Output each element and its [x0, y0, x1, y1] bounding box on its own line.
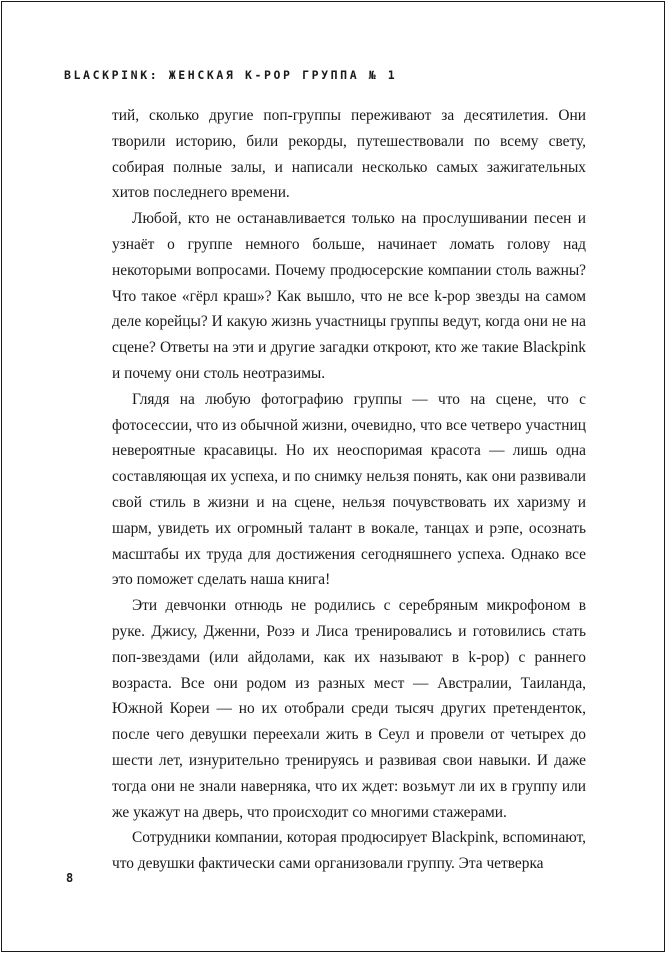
running-head: BLACKPINK: ЖЕНСКАЯ K-POP ГРУППА № 1: [64, 68, 398, 82]
paragraph: Эти девчонки отнюдь не родились с серебряным микрофоном в руке. Джису, Дженни, Розэ и Лиса тренировались и готовились стать поп-звездами (или айдолами, как их называют в k-pop) с раннего возраста. Все они родом из разных мест — Австралии, Таиланда, Южной Кореи — но их отобрали среди тысяч других претенденток, после чего девушки переехали жить в Сеул и провели от четырех до шести лет, изнурительно тренируясь и развивая свои навыки. И даже тогда они не знали наверняка, что их ждет: возьмут ли их в группу или же укажут на дверь, что происходит со многими стажерами.: [112, 597, 586, 821]
paragraph: тий, сколько другие поп-группы переживают за десятилетия. Они творили историю, били рекорды, путешествовали по всему свету, собирая полные залы, и написали несколько самых зажигательных хитов последнего времени.: [112, 107, 586, 202]
page-number: 8: [66, 871, 74, 885]
body-text: [112, 103, 586, 877]
paragraph: Сотрудники компании, которая продюсирует Blackpink, вспоминают, что девушки фактически сами организовали группу. Эта четверка: [112, 829, 586, 873]
paragraph: Любой, кто не останавливается только на прослушивании песен и узнаёт о группе немного больше, начинает ломать голову над некоторыми вопросами. Почему продюсерские компании столь важны? Что такое «гёрл краш»? Как вышло, что не все k-pop звезды на самом деле корейцы? И какую жизнь участницы группы ведут, когда они не на сцене? Ответы на эти и другие загадки откроют, кто же такие Blackpink и почему они столь неотразимы.: [112, 210, 586, 382]
paragraph: Глядя на любую фотографию группы — что на сцене, что с фотосессии, что из обычной жизни, очевидно, что все четверо участниц невероятные красавицы. Но их неоспоримая красота — лишь одна составляющая их успеха, и по снимку нельзя понять, как они развивали свой стиль в жизни и на сцене, нельзя почувствовать их харизму и шарм, увидеть их огромный талант в вокале, танцах и рэпе, осознать масштабы их труда для достижения сегодняшнего успеха. Однако все это поможет сделать наша книга!: [112, 390, 586, 589]
